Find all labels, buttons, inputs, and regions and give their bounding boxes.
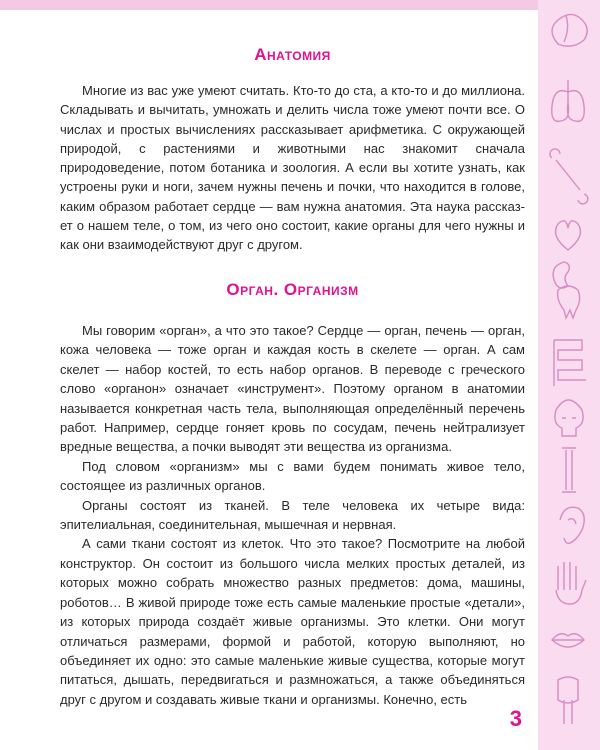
paragraph: А сами ткани состоят из клеток. Что это такое? Посмотрите на любой конструктор. Он состоит из большого числа мелких простых деталей, из которых можно собрать множество разных предметов: дома, машины, роботов… В живой природе тоже есть самые маленькие простые «детали», из которых природа создаёт живые организмы. Это клетки. Они могут отличаться размерами, формой и работой, которую выполняют, но объединяет их одно: это самые маленькие живые существа, которые могут питаться, дышать, передвигаться и размножаться, а также объединяться друг с другом и создавать живые ткани и организмы. Конечно, есть	[60, 536, 525, 707]
paragraph: Под словом «организм» мы с вами будем понимать живое тело, состоящее из различных органов.	[60, 458, 525, 494]
heart-icon	[556, 221, 581, 250]
lips-icon	[552, 634, 584, 647]
lungs-icon	[552, 80, 585, 121]
skull-icon	[555, 400, 583, 436]
kidney-icon	[553, 262, 569, 288]
top-border	[0, 0, 600, 10]
brain-icon	[552, 14, 587, 46]
paragraph: Мы говорим «орган», а что это такое? Сердце — орган, печень — орган, кожа человека — тоже орган и каждая кость в скелете — орган. А сам скелет — набор костей, то есть набор органов. В переводе с греческого слово «органон» означает «инструмент». Поэтому органом в анатомии называется конкретная часть тела, выполняющая определённый перечень работ. Например, сердце гоняет кровь по сосудам, печень нейтрализует вредные вещества, а почки выводят эти вещества из организма.	[60, 323, 525, 455]
intro-paragraph: Многие из вас уже умеют считать. Кто-то до ста, а кто-то и до миллиона. Складывать и вычитать, умножать и делить числа тоже умеют почти все. О числах и простых вычислениях рассказывает арифметика. С окружающей природой, с растениями и животными нас знакомит сначала природоведение, потом ботаника и зоология. А если вы хотите узнать, как устроены руки и ноги, зачем нужны печень и почки, что находится в голове, каким образом работает сердце — вам нужна анатомия. Эта наука рассказет о нашем теле, о том, из чего оно состоит, какие органы для чего нужны и как они взаимодействуют друг с другом.	[60, 83, 525, 253]
bone-icon	[550, 149, 588, 204]
organ-section-body	[60, 321, 525, 709]
leg-bone-icon	[562, 448, 576, 492]
anatomy-icon-strip	[538, 0, 600, 750]
section-title-anatomy: Анатомия	[254, 45, 331, 64]
section-title-organ: Орган. Организм	[226, 280, 359, 299]
paragraph: Органы состоят из тканей. В теле человека их четыре вида: эпителиальная, соединительная, мышечная и нервная.	[60, 497, 525, 533]
intestine-icon	[554, 340, 586, 386]
ear-icon	[560, 507, 584, 543]
tooth-icon	[558, 286, 580, 318]
hand-icon	[556, 562, 586, 604]
page-number: 3	[509, 706, 522, 731]
joint-icon	[558, 677, 578, 724]
